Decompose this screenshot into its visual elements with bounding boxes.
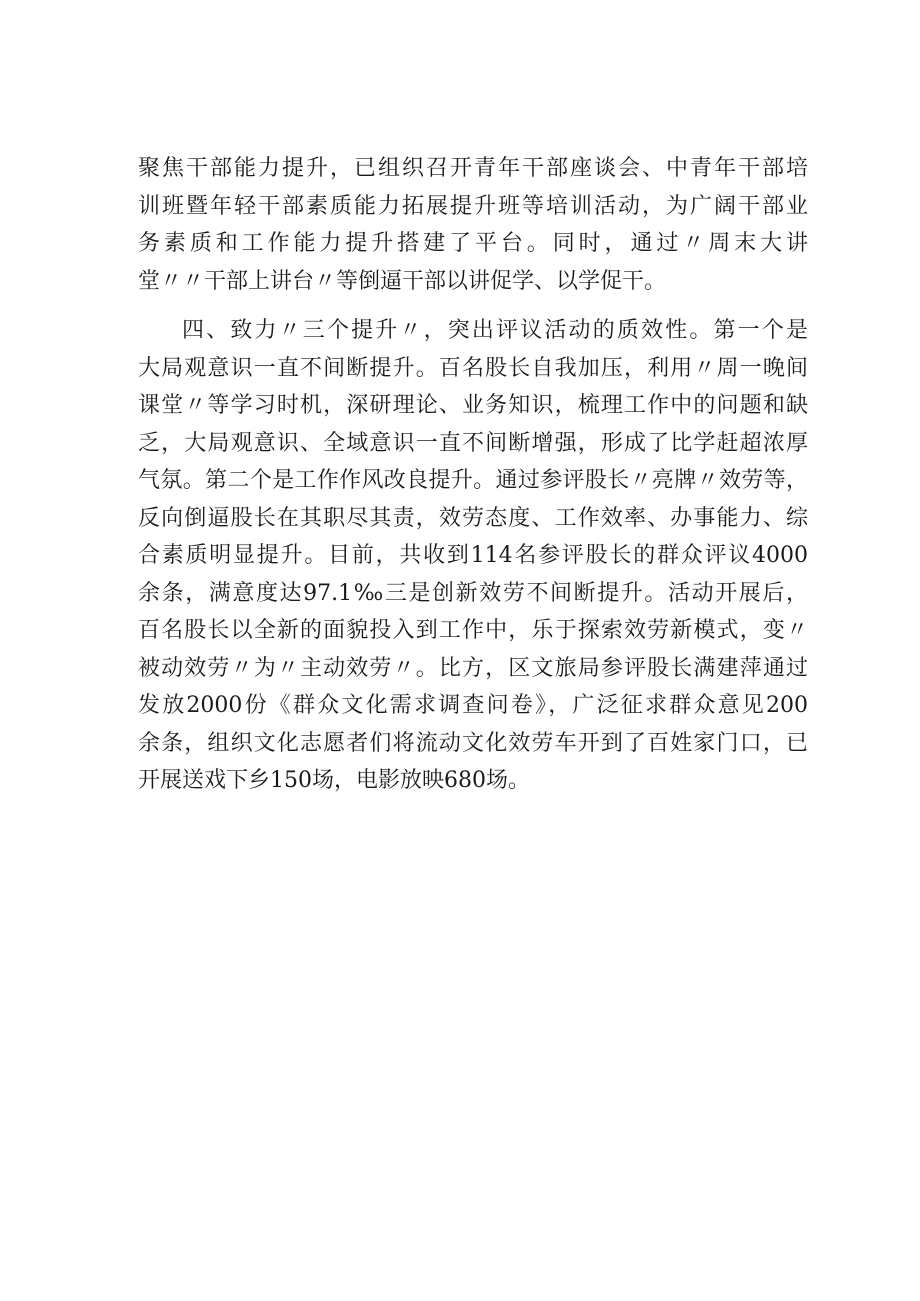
text-line: 开展送戏下乡150场，电影放映680场。 — [138, 768, 530, 793]
text-line: 堂〃〃干部上讲台〃等倒逼干部以讲促学、以学促干。 — [138, 268, 667, 294]
text-line: 乏，大局观意识、全域意识一直不间断增强，形成了比学赶超浓厚 — [138, 430, 808, 456]
paragraph-three-improvements — [138, 312, 808, 800]
paragraph-spacer — [138, 300, 808, 312]
text-line: 余条，组织文化志愿者们将流动文化效劳车开到了百姓家门口，已 — [138, 730, 808, 756]
text-line: 余条，满意度达97.1‰三是创新效劳不间断提升。活动开展后， — [138, 580, 808, 606]
text-line: 训班暨年轻干部素质能力拓展提升班等培训活动，为广阔干部业 — [138, 193, 808, 219]
text-line: 务素质和工作能力提升搭建了平台。同时，通过〃周末大讲 — [138, 231, 808, 256]
text-line: 发放2000份《群众文化需求调查问卷》，广泛征求群众意见200 — [138, 693, 808, 718]
text-line: 被动效劳〃为〃主动效劳〃。比方，区文旅局参评股长满建萍通过 — [138, 655, 808, 681]
document-body — [138, 150, 808, 800]
text-line: 大局观意识一直不间断提升。百名股长自我加压，利用〃周一晚间 — [138, 355, 808, 381]
text-line: 聚焦干部能力提升，已组织召开青年干部座谈会、中青年干部培 — [138, 156, 808, 181]
text-line: 课堂〃等学习时机，深研理论、业务知识，梳理工作中的问题和缺 — [138, 393, 808, 418]
text-line: 反向倒逼股长在其职尽其责，效劳态度、工作效率、办事能力、综 — [138, 505, 808, 531]
text-line: 四、致力〃三个提升〃，突出评议活动的质效性。第一个是 — [182, 318, 808, 343]
text-line: 百名股长以全新的面貌投入到工作中，乐于探索效劳新模式，变〃 — [138, 618, 808, 643]
text-line: 气氛。第二个是工作作风改良提升。通过参评股长〃亮牌〃效劳等， — [138, 468, 808, 493]
text-line: 合素质明显提升。目前，共收到114名参评股长的群众评议4000 — [138, 543, 808, 568]
paragraph-cadre-training — [138, 150, 808, 300]
